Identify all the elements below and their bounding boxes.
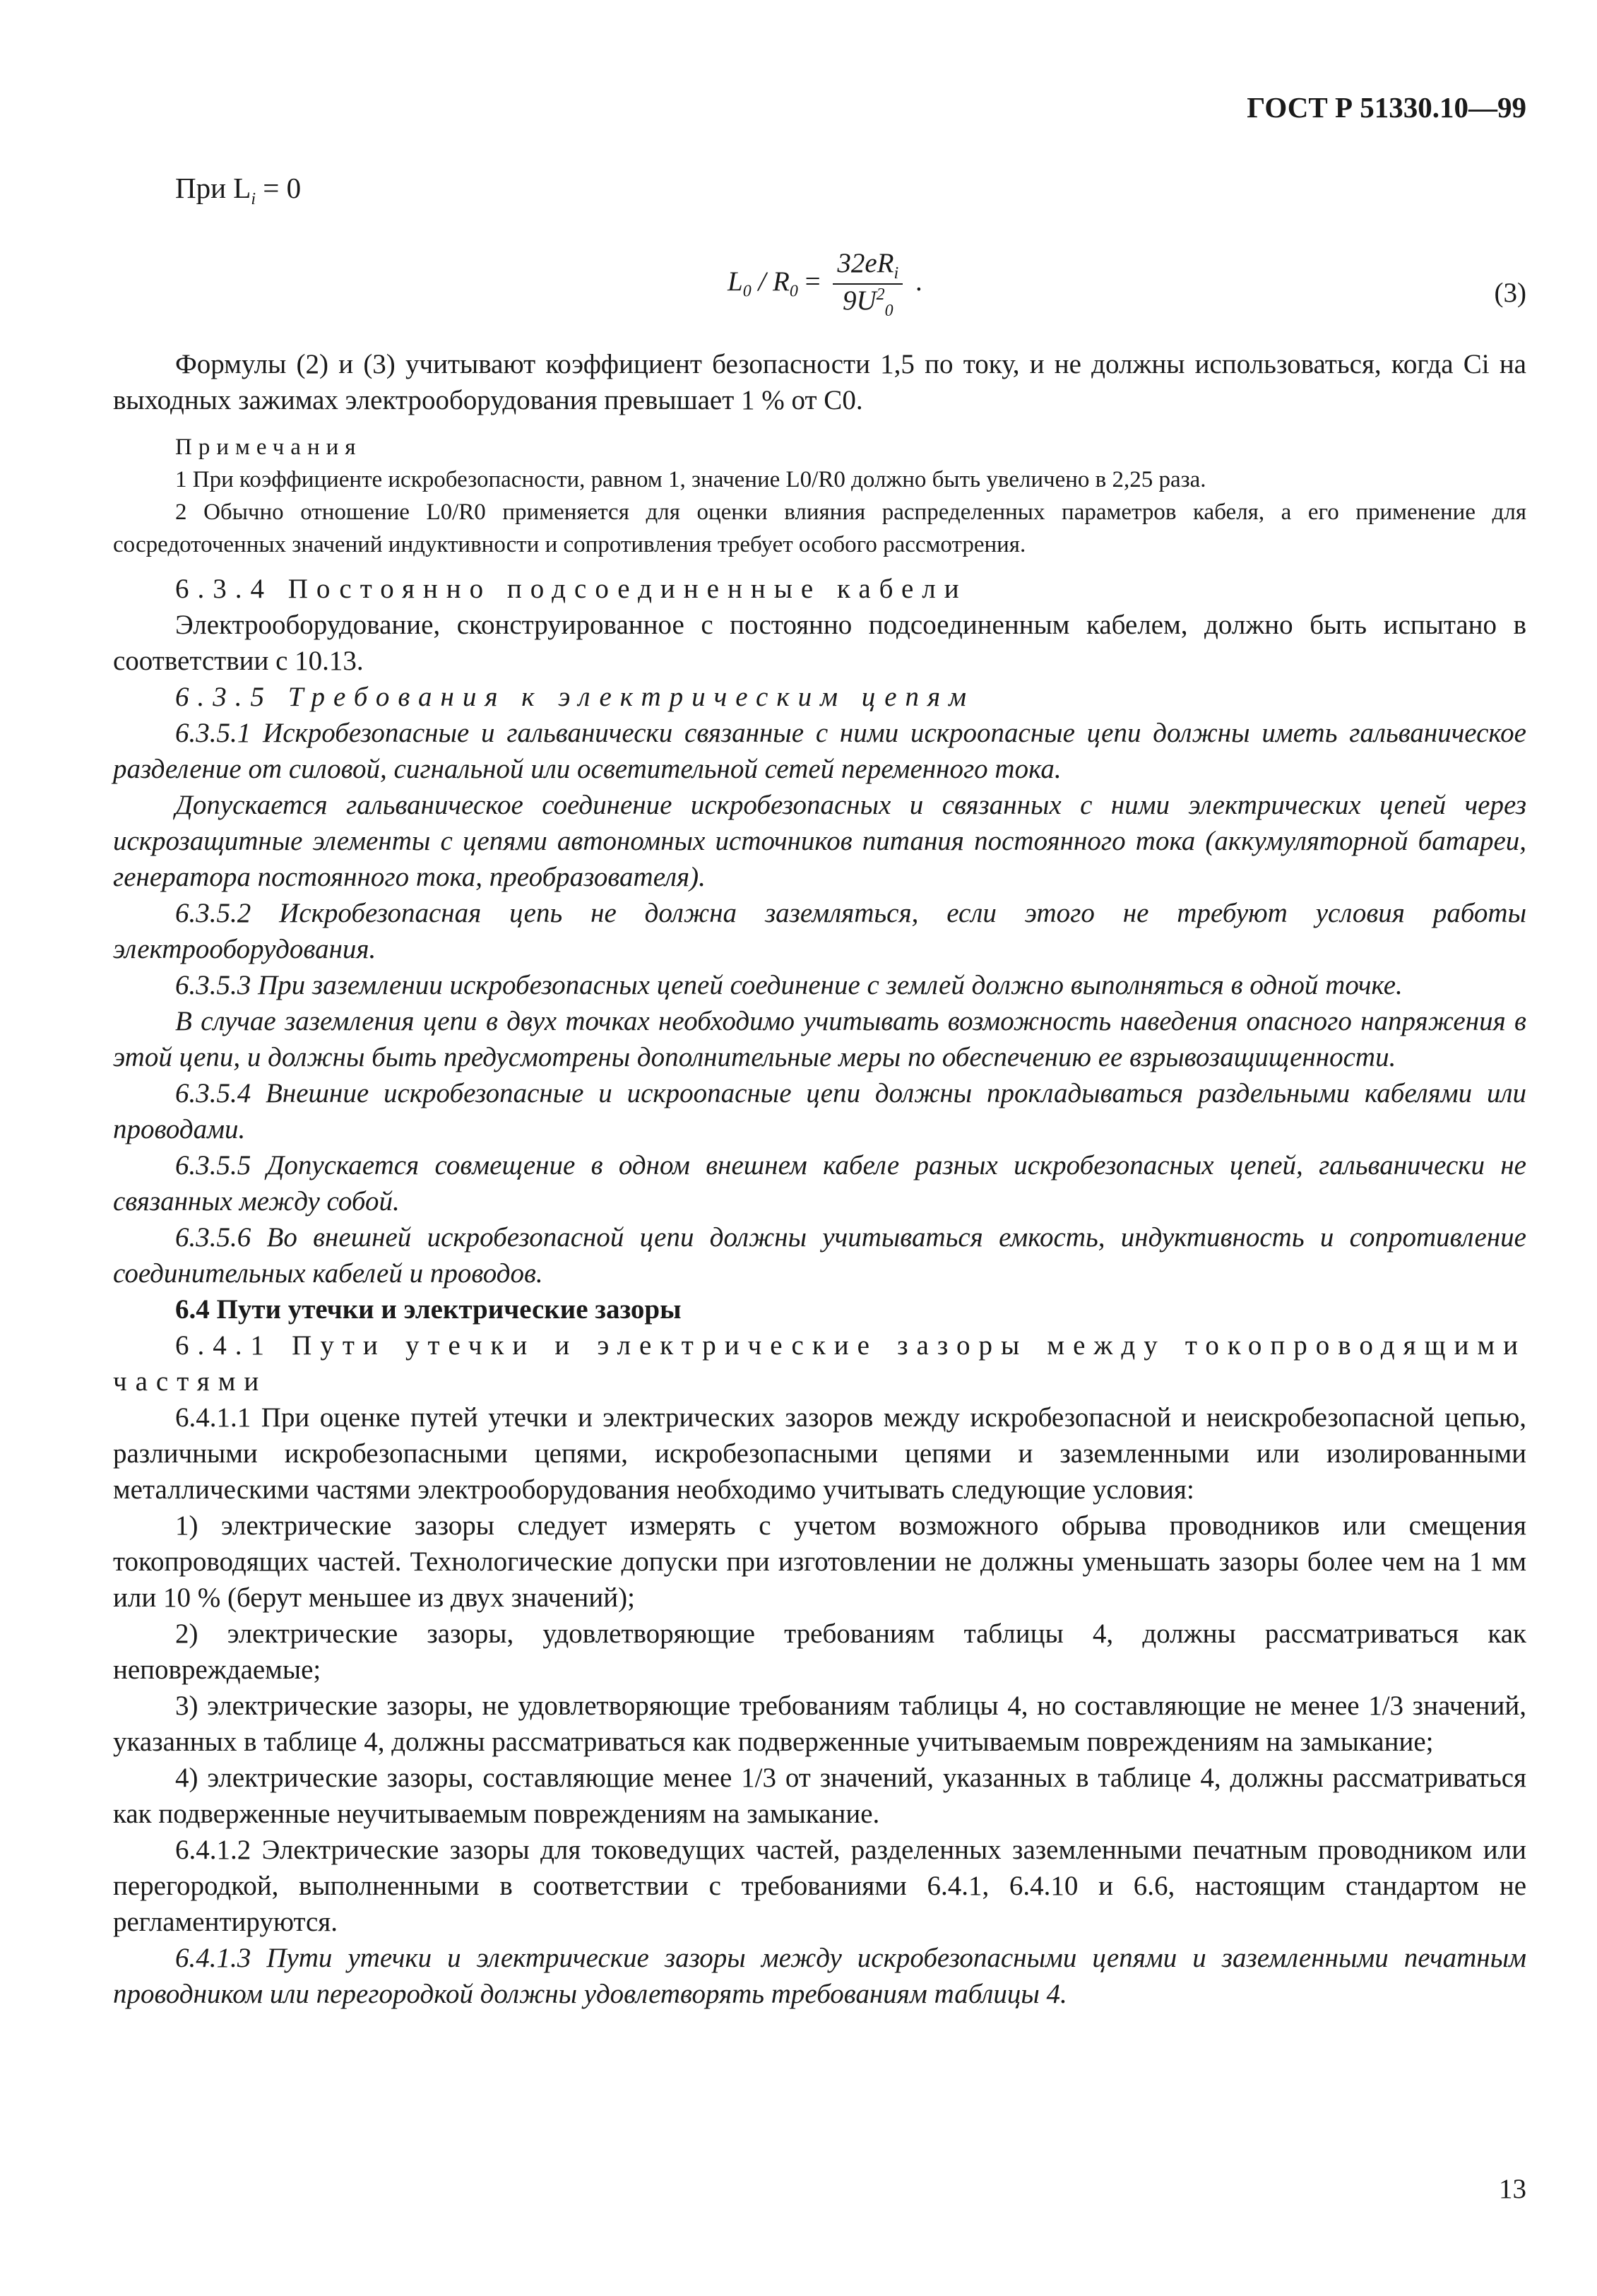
denominator-sup: 2: [876, 285, 885, 304]
condition-item-4: 4) электрические зазоры, составляющие менее 1/3 от значений, указанных в таблице 4, должны рассматриваться как подверженные неучитываемым повреждениям на замыкание.: [113, 1763, 1526, 1829]
section-6-3-4-text: Электрооборудование, сконструированное с постоянно подсоединенным кабелем, должно быть испытано в соответствии с 10.13.: [113, 610, 1526, 676]
section-6-3-5-title: 6.3.5 Требования к электрическим цепям: [175, 682, 975, 712]
formula-numerator: [833, 247, 903, 285]
notes-title: Примечания: [175, 434, 362, 460]
section-6-4-1-2: 6.4.1.2 Электрические зазоры для токоведущих частей, разделенных заземленными печатным проводником или перегородкой, выполненными в соответствии с требованиями 6.4.1, 6.4.10 и 6.6, настоящим стандартом не регламентируются.: [113, 1835, 1526, 1937]
formula-equals: =: [805, 266, 821, 297]
formula-tail: .: [915, 266, 922, 297]
numerator-text: 32eR: [837, 248, 894, 278]
section-6-3-4-title: 6.3.4 Постоянно подсоединенные кабели: [175, 574, 968, 604]
section-6-4-title: 6.4 Пути утечки и электрические зазоры: [175, 1294, 682, 1325]
condition-item-3: 3) электрические зазоры, не удовлетворяющие требованиям таблицы 4, но составляющие не менее 1/3 значений, указанных в таблице 4, должны рассматриваться как подверженные учитываемым повреждениям на замыкание;: [113, 1691, 1526, 1757]
formula-condition: [175, 171, 301, 209]
section-6-3-5-2: 6.3.5.2 Искробезопасная цепь не должна заземляться, если этого не требуют условия работы электрооборудования.: [113, 898, 1526, 964]
condition-tail: = 0: [256, 172, 302, 204]
formula-lhs-mid: / R: [758, 266, 790, 297]
note-2: 2 Обычно отношение L0/R0 применяется для оценки влияния распределенных параметров кабеля, а его применение для сосредоточенных значений индуктивности и сопротивления требует особого рассмотрения.: [113, 499, 1526, 557]
formula-fraction: [833, 247, 903, 321]
section-6-3-5-1: 6.3.5.1 Искробезопасные и гальванически связанные с ними искроопасные цепи должны иметь гальваническое разделение от силовой, сигнальной или осветительной сетей переменного тока.: [113, 718, 1526, 784]
section-6-3-5-1-b: Допускается гальваническое соединение искробезопасных и связанных с ними электрических цепей через искрозащитные элементы с цепями автономных источников питания постоянного тока (аккумуляторной батареи, генератора постоянного тока, преобразователя).: [113, 790, 1526, 892]
condition-subscript: i: [251, 190, 256, 209]
section-6-3-5-5: 6.3.5.5 Допускается совмещение в одном внешнем кабеле разных искробезопасных цепей, гальванически не связанных между собой.: [113, 1150, 1526, 1217]
condition-item-2: 2) электрические зазоры, удовлетворяющие требованиям таблицы 4, должны рассматриваться как неповреждаемые;: [113, 1619, 1526, 1685]
condition-label: При L: [175, 172, 251, 204]
section-6-3-5-6: 6.3.5.6 Во внешней искробезопасной цепи должны учитываться емкость, индуктивность и сопротивление соединительных кабелей и проводов.: [113, 1222, 1526, 1289]
formula-note: Формулы (2) и (3) учитывают коэффициент безопасности 1,5 по току, и не должны использоваться, когда Ci на выходных зажимах электрооборудования превышает 1 % от C0.: [113, 349, 1526, 415]
document-body: [113, 346, 1526, 2012]
formula-lhs-sub: 0: [742, 282, 752, 301]
formula-lhs: L: [728, 266, 743, 297]
formula-denominator: [833, 285, 903, 321]
section-6-3-5-3-b: В случае заземления цепи в двух точках необходимо учитывать возможность наведения опасного напряжения в этой цепи, и должны быть предусмотрены дополнительные меры по обеспечению ее взрывозащищенности.: [113, 1006, 1526, 1072]
section-6-4-1-1: 6.4.1.1 При оценке путей утечки и электрических зазоров между искробезопасной и неискробезопасной цепью, различными искробезопасными цепями, искробезопасными цепями и заземленными или изолированными металлическими частями электрооборудования необходимо учитывать следующие условия:: [113, 1402, 1526, 1505]
condition-item-1: 1) электрические зазоры следует измерять с учетом возможного обрыва проводников или смещения токопроводящих частей. Технологические допуски при изготовлении не должны уменьшать зазоры более чем на 1 мм или 10 % (берут меньшее из двух значений);: [113, 1510, 1526, 1613]
formula-lhs-sub2: 0: [789, 282, 798, 301]
numerator-sub: i: [894, 264, 899, 283]
section-6-4-1-3: 6.4.1.3 Пути утечки и электрические зазоры между искробезопасными цепями и заземленными печатным проводником или перегородкой должны удовлетворять требованиям таблицы 4.: [113, 1943, 1526, 2009]
formula-3: [728, 247, 922, 321]
section-6-3-5-4: 6.3.5.4 Внешние искробезопасные и искроопасные цепи должны прокладываться раздельными кабелями или проводами.: [113, 1078, 1526, 1144]
section-6-3-5-3: 6.3.5.3 При заземлении искробезопасных цепей соединение с землей должно выполняться в одной точке.: [175, 970, 1403, 1000]
denominator-sub: 0: [884, 301, 894, 320]
section-6-4-1-title: 6.4.1 Пути утечки и электрические зазоры между токопроводящими частями: [113, 1330, 1526, 1397]
page-number: 13: [1499, 2174, 1526, 2204]
note-1: 1 При коэффициенте искробезопасности, равном 1, значение L0/R0 должно быть увеличено в 2,25 раза.: [175, 467, 1206, 492]
equation-number: (3): [1494, 278, 1526, 308]
document-code: ГОСТ Р 51330.10—99: [1247, 91, 1526, 124]
denominator-text: 9U: [842, 285, 877, 316]
